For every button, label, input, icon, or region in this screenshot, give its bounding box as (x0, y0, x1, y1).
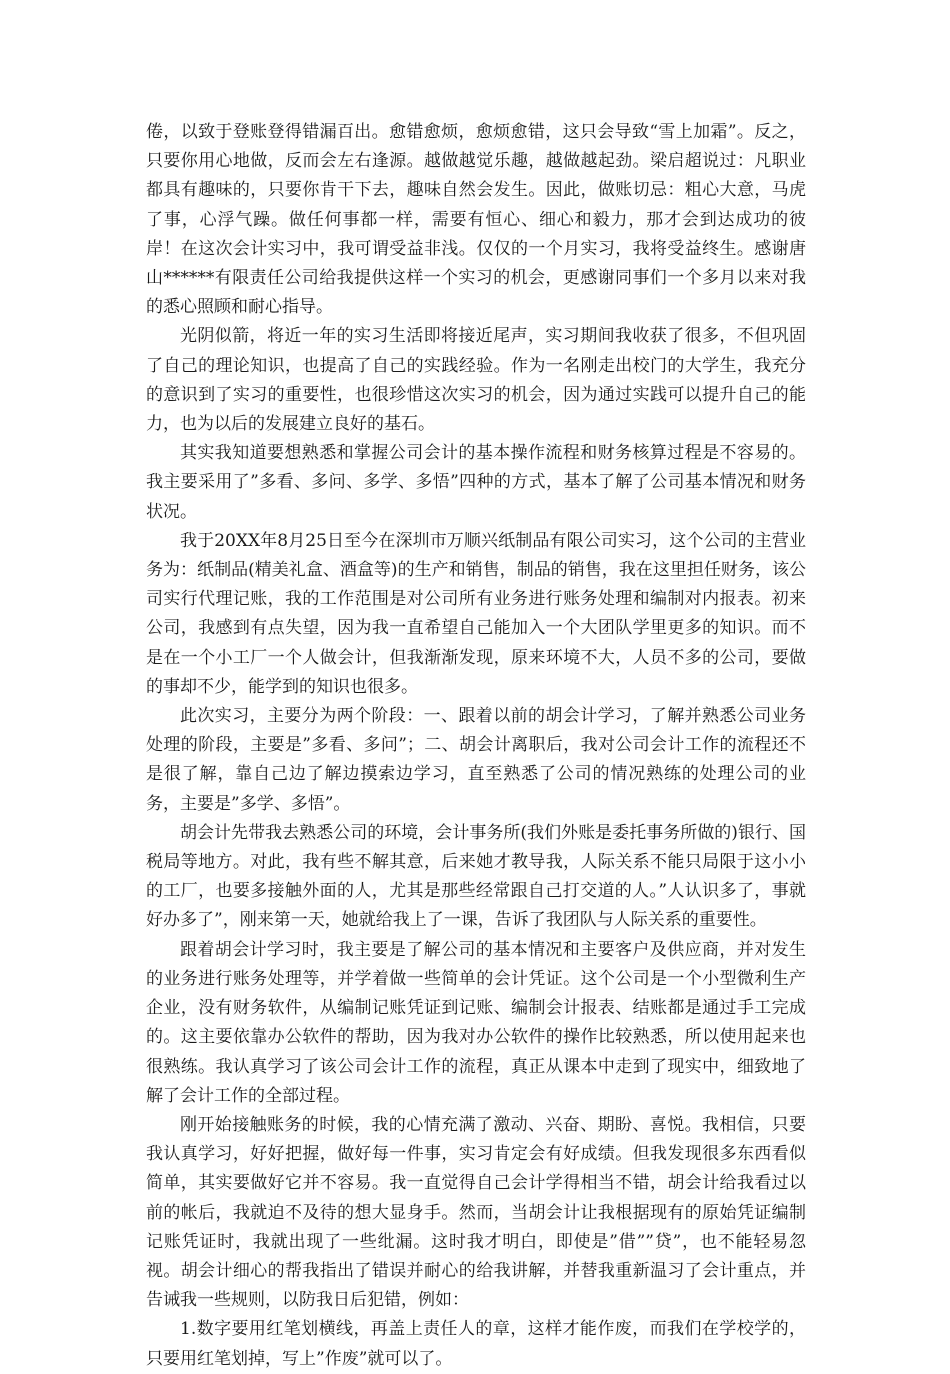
paragraph-4: 我于20XX年8月25日至今在深圳市万顺兴纸制品有限公司实习，这个公司的主营业务为：纸制品(精美礼盒、酒盒等)的生产和销售，制品的销售，我在这里担任财务，该公司实行代理记账，我的工作范围是对公司所有业务进行账务处理和编制对内报表。初来公司，我感到有点失望，因为我一直希望自己能加入一个大团队学里更多的知识。而不是在一个小工厂一个人做会计，但我渐渐发现，原来环境不大，人员不多的公司，要做的事却不少，能学到的知识也很多。 (146, 530, 806, 697)
paragraph-8: 刚开始接触账务的时候，我的心情充满了激动、兴奋、期盼、喜悦。我相信，只要我认真学习，好好把握，做好每一件事，实习肯定会有好成绩。但我发现很多东西看似简单，其实要做好它并不容易。我一直觉得自己会计学得相当不错，胡会计给我看过以前的帐后，我就迫不及待的想大显身手。然而，当胡会计让我根据现有的原始凭证编制记账凭证时，我就出现了一些纰漏。这时我才明白，即使是”借””贷”，也不能轻易忽视。胡会计细心的帮我指出了错误并耐心的给我讲解，并替我重新温习了会计重点，并告诫我一些规则，以防我日后犯错，例如： (146, 1114, 806, 1311)
paragraph-5: 此次实习，主要分为两个阶段：一、跟着以前的胡会计学习，了解并熟悉公司业务处理的阶段，主要是”多看、多问”；二、胡会计离职后，我对公司会计工作的流程还不是很了解，靠自己边了解边摸索边学习，直至熟悉了公司的情况熟练的处理公司的业务，主要是”多学、多悟”。 (146, 706, 806, 814)
paragraph-3: 其实我知道要想熟悉和掌握公司会计的基本操作流程和财务核算过程是不容易的。我主要采用了”多看、多问、多学、多悟”四种的方式，基本了解了公司基本情况和财务状况。 (146, 443, 806, 522)
paragraph-7: 跟着胡会计学习时，我主要是了解公司的基本情况和主要客户及供应商，并对发生的业务进行账务处理等，并学着做一些简单的会计凭证。这个公司是一个小型微利生产企业，没有财务软件，从编制记账凭证到记账、编制会计报表、结账都是通过手工完成的。这主要依靠办公软件的帮助，因为我对办公软件的操作比较熟悉，所以使用起来也很熟练。我认真学习了该公司会计工作的流程，真正从课本中走到了现实中，细致地了解了会计工作的全部过程。 (146, 939, 806, 1106)
document-body (146, 118, 806, 1374)
paragraph-9: 1.数字要用红笔划横线，再盖上责任人的章，这样才能作废，而我们在学校学的，只要用红笔划掉，写上”作废”就可以了。 (146, 1319, 806, 1369)
paragraph-1: 倦，以致于登账登得错漏百出。愈错愈烦，愈烦愈错，这只会导致“雪上加霜”。反之，只要你用心地做，反而会左右逢源。越做越觉乐趣，越做越起劲。梁启超说过：凡职业都具有趣味的，只要你肯干下去，趣味自然会发生。因此，做账切忌：粗心大意，马虎了事，心浮气躁。做任何事都一样，需要有恒心、细心和毅力，那才会到达成功的彼岸！在这次会计实习中，我可谓受益非浅。仅仅的一个月实习，我将受益终生。感谢唐山******有限责任公司给我提供这样一个实习的机会，更感谢同事们一个多月以来对我的悉心照顾和耐心指导。 (146, 122, 806, 318)
paragraph-6: 胡会计先带我去熟悉公司的环境，会计事务所(我们外账是委托事务所做的)银行、国税局等地方。对此，我有些不解其意，后来她才教导我，人际关系不能只局限于这小小的工厂，也要多接触外面的人，尤其是那些经常跟自己打交道的人。”人认识多了，事就好办多了”，刚来第一天，她就给我上了一课，告诉了我团队与人际关系的重要性。 (146, 822, 806, 931)
paragraph-2: 光阴似箭，将近一年的实习生活即将接近尾声，实习期间我收获了很多，不但巩固了自己的理论知识，也提高了自己的实践经验。作为一名刚走出校门的大学生，我充分的意识到了实习的重要性，也很珍惜这次实习的机会，因为通过实践可以提升自己的能力，也为以后的发展建立良好的基石。 (146, 326, 806, 435)
